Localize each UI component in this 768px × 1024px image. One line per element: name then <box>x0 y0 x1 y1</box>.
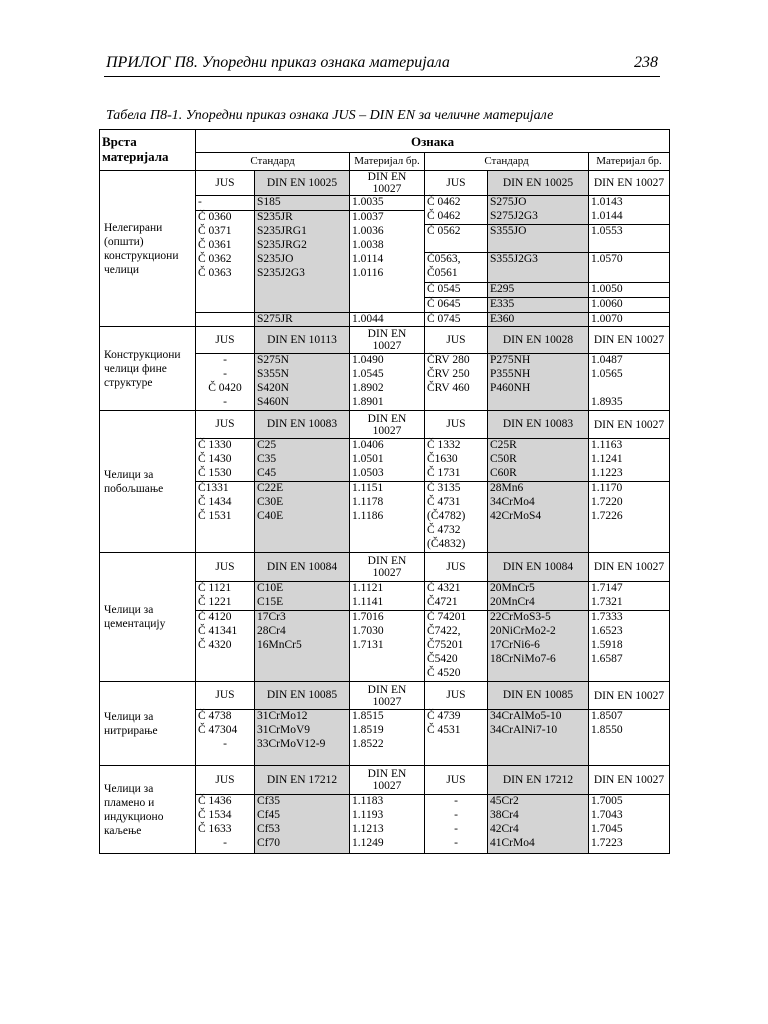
material-no-value: 1.1249 <box>352 837 384 849</box>
material-no-value: 1.6587 <box>591 653 623 665</box>
jus-cell <box>425 482 488 553</box>
material-no-value: 1.1170 <box>591 482 623 494</box>
jus-value: - <box>223 738 227 750</box>
din-header: DIN EN 10084 <box>255 553 350 582</box>
din-cell <box>255 795 350 854</box>
din-value: C15E <box>257 596 284 608</box>
material-no-value: 1.1183 <box>352 795 384 807</box>
jus-cell <box>425 795 488 854</box>
jus-value: Č 1530 <box>198 467 232 479</box>
jus-value: Č7422, <box>427 625 461 637</box>
din-cell <box>488 582 589 611</box>
jus-value: Č75201 <box>427 639 464 651</box>
jus-value: Č 1434 <box>198 496 232 508</box>
din-cell <box>255 710 350 766</box>
jus-cell <box>425 710 488 766</box>
din-value: C45 <box>257 467 277 479</box>
material-no-value: 1.1223 <box>591 467 623 479</box>
jus-value: Č 1531 <box>198 510 232 522</box>
din-cell <box>488 710 589 766</box>
standard-header-left: Стандард <box>196 153 350 171</box>
jus-value: - <box>223 837 227 849</box>
jus-value: Č 1221 <box>198 596 232 608</box>
jus-value: Č0561 <box>427 267 458 279</box>
category-cell: Конструкциони челици фине структуре <box>100 327 196 411</box>
din-header: DIN EN 10025 <box>488 171 589 196</box>
material-no-cell <box>589 283 670 313</box>
material-no-value: 1.8901 <box>352 396 384 408</box>
material-no-cell <box>350 439 425 482</box>
jus-header: JUS <box>425 327 488 354</box>
din-header: DIN EN 10113 <box>255 327 350 354</box>
jus-value: Č 3135 <box>427 482 461 494</box>
material-no-value: 1.0490 <box>352 354 384 366</box>
din-value: P355NH <box>490 368 531 380</box>
material-no-value: 1.1121 <box>352 582 384 594</box>
standard-header-right: Стандард <box>425 153 589 171</box>
din-10027-header: DIN EN 10027 <box>350 411 425 439</box>
din-value: S460N <box>257 396 289 408</box>
din-value: S235JRG1 <box>257 225 307 237</box>
din-value: S355JO <box>490 225 527 237</box>
jus-value: - <box>454 837 458 849</box>
jus-value <box>427 396 485 410</box>
jus-value: Č 74201 <box>427 611 467 623</box>
material-no-value: 1.0503 <box>352 467 384 479</box>
din-value: 16MnCr5 <box>257 639 302 651</box>
din-value: S235JO <box>257 253 294 265</box>
material-no-value: 1.0545 <box>352 368 384 380</box>
din-10027-header: DIN EN 10027 <box>589 411 670 439</box>
din-cell <box>488 196 589 225</box>
jus-value: Č0563, <box>427 253 461 265</box>
jus-value: Č 4321 <box>427 582 461 594</box>
jus-value: Č 0562 <box>427 225 461 237</box>
jus-header: JUS <box>196 682 255 710</box>
jus-cell <box>196 439 255 482</box>
material-no-cell: 1.0070 <box>589 313 670 327</box>
material-no-header-right: Материјал бр. <box>589 153 670 171</box>
din-cell: S185 <box>255 196 350 211</box>
jus-value: Č 1332 <box>427 439 461 451</box>
material-no-value: 1.8522 <box>352 738 384 750</box>
material-no-value <box>591 382 667 396</box>
jus-cell <box>196 710 255 766</box>
din-cell: E360 <box>488 313 589 327</box>
jus-value: Č 4520 <box>427 667 461 679</box>
din-cell <box>255 582 350 611</box>
din-value: S275JO <box>490 196 527 208</box>
material-no-value: 1.7223 <box>591 837 623 849</box>
din-value: S235J2G3 <box>257 267 305 279</box>
jus-cell: Č 0745 <box>425 313 488 327</box>
din-value: S355N <box>257 368 289 380</box>
material-no-value: 1.7220 <box>591 496 623 508</box>
jus-value: Č 1436 <box>198 795 232 807</box>
material-no-header-left: Материјал бр. <box>350 153 425 171</box>
jus-cell <box>425 196 488 225</box>
jus-cell <box>425 253 488 283</box>
din-value: 31CrMoV9 <box>257 724 311 736</box>
din-10027-header: DIN EN 10027 <box>350 553 425 582</box>
din-header: DIN EN 10083 <box>488 411 589 439</box>
material-no-value: 1.1213 <box>352 823 384 835</box>
din-value: S275N <box>257 354 289 366</box>
jus-value: Č 1121 <box>198 582 232 594</box>
material-no-value: 1.8515 <box>352 710 384 722</box>
material-no-value: 1.7016 <box>352 611 384 623</box>
din-value: Cf45 <box>257 809 280 821</box>
jus-cell <box>196 582 255 611</box>
din-cell <box>488 611 589 682</box>
material-comparison-table <box>99 129 670 854</box>
material-no-cell <box>589 611 670 682</box>
din-value: 20MnCr5 <box>490 582 535 594</box>
category-cell: Челици за цементацију <box>100 553 196 682</box>
din-value: 20NiCrMo2-2 <box>490 625 556 637</box>
jus-value: Č 0360 <box>198 211 232 223</box>
material-no-cell <box>350 582 425 611</box>
din-cell: S275JR <box>255 313 350 327</box>
jus-header: JUS <box>425 553 488 582</box>
material-no-cell <box>350 795 425 854</box>
jus-value: - <box>454 809 458 821</box>
din-cell <box>488 439 589 482</box>
material-no-value: 1.0553 <box>591 225 623 237</box>
din-cell <box>488 354 589 411</box>
din-value: Cf70 <box>257 837 280 849</box>
jus-header: JUS <box>425 766 488 795</box>
din-cell <box>255 439 350 482</box>
material-no-cell <box>589 253 670 283</box>
din-10027-header: DIN EN 10027 <box>589 682 670 710</box>
material-no-cell <box>589 225 670 253</box>
jus-value: Č 0645 <box>427 298 461 310</box>
material-no-value: 1.1241 <box>591 453 623 465</box>
din-10027-header: DIN EN 10027 <box>350 682 425 710</box>
din-value: 20MnCr4 <box>490 596 535 608</box>
jus-value: Č 47304 <box>198 724 238 736</box>
jus-cell <box>425 611 488 682</box>
din-value: 42Cr4 <box>490 823 519 835</box>
material-no-value: 1.7045 <box>591 823 623 835</box>
din-value: 22CrMoS3-5 <box>490 611 551 623</box>
material-no-value: 1.0037 <box>352 211 384 223</box>
jus-value: Č 0462 <box>427 210 461 222</box>
material-no-cell <box>589 582 670 611</box>
material-no-value: 1.0038 <box>352 239 384 251</box>
page-header <box>104 52 660 77</box>
material-no-cell <box>589 710 670 766</box>
jus-cell <box>196 313 255 327</box>
din-value: 31CrMo12 <box>257 710 308 722</box>
din-10027-header: DIN EN 10027 <box>589 327 670 354</box>
material-no-cell <box>589 439 670 482</box>
jus-header: JUS <box>425 411 488 439</box>
din-value: 34CrAlNi7-10 <box>490 724 558 736</box>
material-no-cell <box>589 354 670 411</box>
material-no-cell <box>589 482 670 553</box>
jus-value: Č 4320 <box>198 639 232 651</box>
din-value: S420N <box>257 382 289 394</box>
jus-header: JUS <box>425 682 488 710</box>
din-cell <box>488 482 589 553</box>
din-value: 42CrMoS4 <box>490 510 542 522</box>
din-value: C22E <box>257 482 284 494</box>
din-header: DIN EN 10025 <box>255 171 350 196</box>
material-no-value: 1.1151 <box>352 482 384 494</box>
din-value: P460NH <box>490 382 531 394</box>
jus-header: JUS <box>196 411 255 439</box>
din-cell <box>255 611 350 682</box>
jus-cell <box>425 225 488 253</box>
jus-header: JUS <box>196 766 255 795</box>
jus-value: - <box>223 396 227 408</box>
jus-value: ČRV 460 <box>427 382 470 394</box>
din-cell <box>255 354 350 411</box>
material-no-value: 1.7030 <box>352 625 384 637</box>
material-no-value: 1.1163 <box>591 439 623 451</box>
jus-value: Č 0462 <box>427 196 461 208</box>
material-no-value: 1.5918 <box>591 639 623 651</box>
table-caption: Табела П8-1. Упоредни приказ ознака JUS – DIN EN за челичне материјале <box>106 108 554 123</box>
din-value <box>490 396 586 410</box>
jus-cell <box>196 795 255 854</box>
din-cell <box>255 211 350 313</box>
din-value: 41CrMo4 <box>490 837 535 849</box>
din-value: S235JRG2 <box>257 239 307 251</box>
type-header: Врста материјала <box>100 130 196 171</box>
din-value: S235JR <box>257 211 293 223</box>
material-no-value: 1.1186 <box>352 510 384 522</box>
din-value: 28Mn6 <box>490 482 524 494</box>
din-value: S355J2G3 <box>490 253 538 265</box>
header-title: ПРИЛОГ П8. Упоредни приказ ознака материјала <box>106 54 450 71</box>
jus-value: ČRV 280 <box>427 354 470 366</box>
category-cell: Челици за пламено и индукционо каљење <box>100 766 196 854</box>
material-no-value: 1.8902 <box>352 382 384 394</box>
jus-value: - <box>223 354 227 366</box>
din-header: DIN EN 17212 <box>488 766 589 795</box>
jus-cell <box>196 354 255 411</box>
din-value: C10E <box>257 582 284 594</box>
din-header: DIN EN 10028 <box>488 327 589 354</box>
jus-value: - <box>454 823 458 835</box>
din-value: 45Cr2 <box>490 795 519 807</box>
jus-cell <box>425 582 488 611</box>
material-no-value: 1.0565 <box>591 368 623 380</box>
jus-value: Č 0420 <box>208 382 242 394</box>
jus-value: - <box>223 368 227 380</box>
din-value: C50R <box>490 453 517 465</box>
jus-value: Č 0363 <box>198 267 232 279</box>
din-10027-header: DIN EN 10027 <box>350 766 425 795</box>
din-value: Cf53 <box>257 823 280 835</box>
material-no-value: 1.0406 <box>352 439 384 451</box>
din-value: 18CrNiMo7-6 <box>490 653 556 665</box>
din-value: C35 <box>257 453 277 465</box>
jus-cell <box>196 482 255 553</box>
material-no-value: 1.7333 <box>591 611 623 623</box>
material-no-cell <box>350 354 425 411</box>
jus-value: (Č4782) <box>427 510 466 522</box>
jus-value: Č4721 <box>427 596 458 608</box>
din-value: 28Cr4 <box>257 625 286 637</box>
jus-value: ČRV 250 <box>427 368 470 380</box>
material-no-value: 1.7147 <box>591 582 623 594</box>
jus-value: Č 4531 <box>427 724 461 736</box>
jus-value: Č 0545 <box>425 283 487 298</box>
din-header: DIN EN 10085 <box>488 682 589 710</box>
din-value: 17CrNi6-6 <box>490 639 540 651</box>
oznaka-header: Ознака <box>196 130 670 153</box>
din-header: DIN EN 10083 <box>255 411 350 439</box>
jus-value: Č 41341 <box>198 625 238 637</box>
din-value: 34CrAlMo5-10 <box>490 710 562 722</box>
din-10027-header: DIN EN 10027 <box>589 766 670 795</box>
material-no-value: 1.0143 <box>591 196 623 208</box>
jus-value: Č 0362 <box>198 253 232 265</box>
material-no-value: 1.0570 <box>591 253 623 265</box>
jus-value: Č1630 <box>427 453 458 465</box>
material-no-value: 1.7043 <box>591 809 623 821</box>
material-no-value: 1.8550 <box>591 724 623 736</box>
jus-cell <box>425 283 488 313</box>
din-value: S275J2G3 <box>490 210 538 222</box>
category-cell: Челици за побољшање <box>100 411 196 553</box>
din-value: 34CrMo4 <box>490 496 535 508</box>
din-value: C25 <box>257 439 277 451</box>
jus-value: Č5420 <box>427 653 458 665</box>
material-no-value: 1.0487 <box>591 354 623 366</box>
material-no-cell: 1.0044 <box>350 313 425 327</box>
material-no-value: 1.0050 <box>589 283 669 298</box>
din-value: 17Cr3 <box>257 611 286 623</box>
material-no-cell <box>350 710 425 766</box>
jus-value: Č 1430 <box>198 453 232 465</box>
jus-value: Č 0361 <box>198 239 232 251</box>
jus-value: Č 4738 <box>198 710 232 722</box>
jus-value: Č 1731 <box>427 467 461 479</box>
page-number: 238 <box>634 54 658 71</box>
jus-header: JUS <box>196 553 255 582</box>
din-cell <box>488 225 589 253</box>
din-value: C25R <box>490 439 517 451</box>
jus-cell <box>196 211 255 313</box>
material-no-value: 1.0114 <box>352 253 384 265</box>
din-cell <box>488 283 589 313</box>
jus-value: Č 4732 <box>427 524 461 536</box>
category-cell: Челици за нитрирање <box>100 682 196 766</box>
jus-header: JUS <box>196 171 255 196</box>
material-no-value: 1.7226 <box>591 510 623 522</box>
jus-cell <box>425 354 488 411</box>
jus-value: - <box>454 795 458 807</box>
jus-header: JUS <box>425 171 488 196</box>
material-no-value: 1.0144 <box>591 210 623 222</box>
material-no-cell <box>350 211 425 313</box>
jus-cell <box>196 611 255 682</box>
din-header: DIN EN 10084 <box>488 553 589 582</box>
jus-value: Č 1633 <box>198 823 232 835</box>
din-10027-header: DIN EN 10027 <box>589 553 670 582</box>
din-cell <box>488 795 589 854</box>
material-no-value: 1.1178 <box>352 496 384 508</box>
material-no-cell <box>589 795 670 854</box>
jus-value: Č 4731 <box>427 496 461 508</box>
din-header: DIN EN 17212 <box>255 766 350 795</box>
din-value: C60R <box>490 467 517 479</box>
din-value: E335 <box>490 298 515 310</box>
jus-value: Č 4739 <box>427 710 461 722</box>
material-no-value: 1.1141 <box>352 596 384 608</box>
din-10027-header: DIN EN 10027 <box>589 171 670 196</box>
din-value: C30E <box>257 496 284 508</box>
material-no-value: 1.0060 <box>591 298 623 310</box>
material-no-value: 1.6523 <box>591 625 623 637</box>
material-no-value: 1.7005 <box>591 795 623 807</box>
material-no-value: 1.8935 <box>591 396 623 408</box>
material-no-value: 1.0116 <box>352 267 384 279</box>
din-value: 33CrMoV12-9 <box>257 738 326 750</box>
material-no-value: 1.7131 <box>352 639 384 651</box>
jus-value: Č 1534 <box>198 809 232 821</box>
din-10027-header: DIN EN 10027 <box>350 171 425 196</box>
jus-value: (Č4832) <box>427 538 466 550</box>
din-value: Cf35 <box>257 795 280 807</box>
jus-value: Č 4120 <box>198 611 232 623</box>
material-no-value: 1.8519 <box>352 724 384 736</box>
din-value: E295 <box>488 283 588 298</box>
din-value: C40E <box>257 510 284 522</box>
jus-value: Č 0371 <box>198 225 232 237</box>
material-no-value: 1.0501 <box>352 453 384 465</box>
material-no-cell: 1.0035 <box>350 196 425 211</box>
din-cell <box>255 482 350 553</box>
din-cell <box>488 253 589 283</box>
material-no-value: 1.0036 <box>352 225 384 237</box>
material-no-cell <box>589 196 670 225</box>
din-10027-header: DIN EN 10027 <box>350 327 425 354</box>
jus-value: Č 1330 <box>198 439 232 451</box>
material-no-value: 1.1193 <box>352 809 384 821</box>
jus-cell: - <box>196 196 255 211</box>
din-value: 38Cr4 <box>490 809 519 821</box>
jus-value: Č1331 <box>198 482 229 494</box>
din-value: P275NH <box>490 354 531 366</box>
category-cell: Нелегирани (општи) конструкциони челици <box>100 171 196 327</box>
material-no-cell <box>350 611 425 682</box>
material-no-value: 1.7321 <box>591 596 623 608</box>
jus-header: JUS <box>196 327 255 354</box>
material-no-value: 1.8507 <box>591 710 623 722</box>
material-no-cell <box>350 482 425 553</box>
jus-cell <box>425 439 488 482</box>
din-header: DIN EN 10085 <box>255 682 350 710</box>
